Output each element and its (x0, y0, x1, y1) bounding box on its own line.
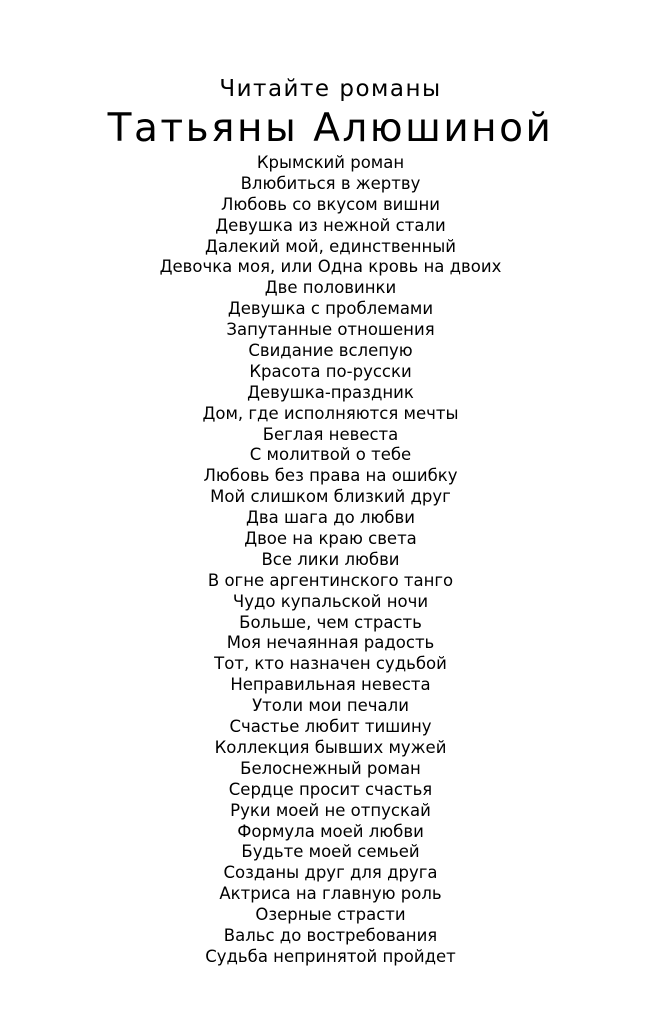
book-title: Любовь без права на ошибку (203, 466, 458, 486)
book-title: Все лики любви (261, 549, 400, 569)
book-title: Чудо купальской ночи (232, 591, 429, 611)
book-title: Далекий мой, единственный (204, 236, 457, 256)
book-title: Формула моей любви (237, 821, 424, 841)
book-title: Тот, кто назначен судьбой (214, 654, 447, 674)
book-title: Больше, чем страсть (239, 612, 422, 632)
book-title: Дом, где исполняются мечты (202, 403, 459, 423)
series-subtitle: Читайте романы (219, 76, 442, 102)
book-title: Созданы друг для друга (223, 863, 438, 883)
book-title: Любовь со вкусом вишни (220, 194, 441, 214)
book-title: Крымский роман (256, 153, 405, 172)
book-title: Актриса на главную роль (219, 884, 442, 904)
book-title: Запутанные отношения (226, 320, 435, 340)
book-title: Сердце просит счастья (228, 779, 433, 799)
book-title: Красота по-русски (249, 361, 412, 381)
book-title-list (0, 153, 661, 968)
book-title: Влюбиться в жертву (240, 173, 421, 193)
book-title: Утоли мои печали (252, 696, 409, 716)
book-title: Судьба непринятой пройдет (205, 946, 456, 966)
book-title: С молитвой о тебе (249, 445, 412, 465)
book-title: Две половинки (264, 278, 397, 298)
book-title: Счастье любит тишину (229, 717, 432, 737)
book-title: Мой слишком близкий друг (210, 487, 451, 507)
book-title: Свидание вслепую (248, 341, 413, 361)
book-title: Девушка из нежной стали (215, 215, 446, 235)
book-title: В огне аргентинского танго (207, 570, 454, 590)
book-title: Беглая невеста (262, 424, 399, 444)
book-title: Руки моей не отпускай (230, 800, 431, 820)
book-title: Девушка-праздник (247, 382, 414, 402)
book-title: Неправильная невеста (230, 675, 431, 695)
book-title: Двое на краю света (244, 529, 417, 549)
book-title: Девушка с проблемами (227, 299, 434, 319)
book-title: Белоснежный роман (240, 758, 421, 778)
book-title: Озерные страсти (255, 905, 406, 925)
book-title: Моя нечаянная радость (226, 633, 435, 653)
book-title: Девочка моя, или Одна кровь на двоих (159, 257, 502, 277)
book-title: Будьте моей семьей (241, 842, 420, 862)
book-title: Вальс до востребования (223, 925, 438, 945)
book-title: Коллекция бывших мужей (214, 737, 447, 757)
author-heading: Татьяны Алюшиной (107, 106, 554, 151)
book-title: Два шага до любви (245, 508, 415, 528)
